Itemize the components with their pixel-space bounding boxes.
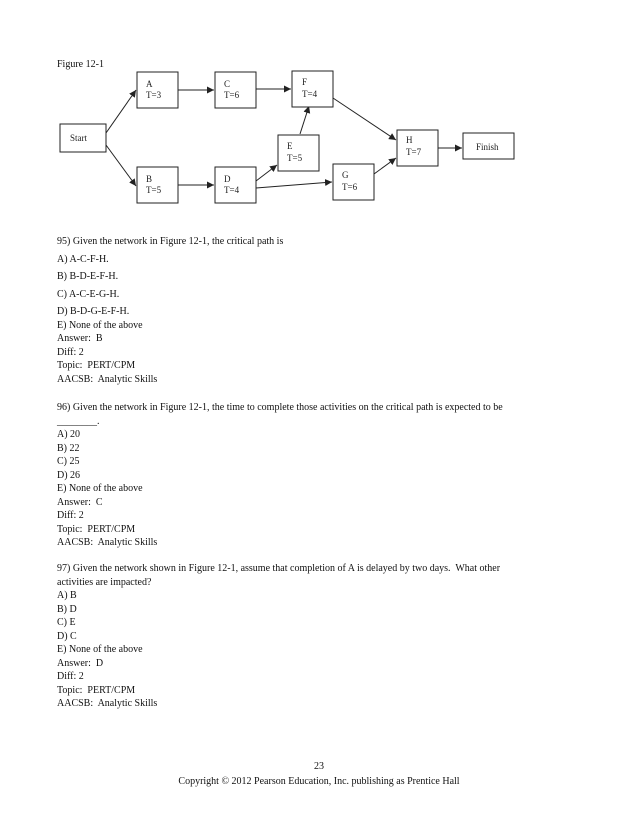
question-96 (57, 401, 577, 550)
q96-option-b: B) 22 (57, 442, 80, 454)
arrow-f-h (333, 98, 396, 140)
node-g-time: T=6 (342, 182, 358, 192)
q95-option-a: A) A-C-F-H. (57, 253, 109, 265)
node-h-label: H (406, 135, 413, 145)
q96-option-e: E) None of the above (57, 483, 143, 494)
node-a-time: T=3 (146, 90, 162, 100)
q95-topic: Topic: PERT/CPM (57, 360, 136, 371)
q95-option-b: B) B-D-E-F-H. (57, 271, 119, 282)
q97-question-line2: activities are impacted? (57, 576, 152, 588)
figure-label: Figure 12-1 (57, 59, 104, 70)
node-start-label: Start (70, 133, 87, 143)
node-c-time: T=6 (224, 90, 240, 100)
q96-option-a: A) 20 (57, 429, 81, 440)
q97-topic: Topic: PERT/CPM (57, 684, 136, 696)
q95-aacsb: AACSB: Analytic Skills (57, 373, 158, 385)
q96-option-d: D) 26 (57, 469, 81, 481)
node-e-label: E (287, 141, 293, 151)
q96-aacsb: AACSB: Analytic Skills (57, 537, 158, 548)
copyright-notice: Copyright © 2012 Pearson Education, Inc. publishing as Prentice Hall (178, 776, 460, 787)
q97-option-a: A) B (57, 590, 77, 601)
page-number: 23 (314, 761, 324, 772)
q97-diff: Diff: 2 (57, 671, 84, 682)
network-diagram (0, 0, 638, 230)
node-finish-label: Finish (476, 142, 499, 152)
question-97 (57, 562, 577, 711)
q96-option-c: C) 25 (57, 456, 80, 467)
arrow-g-h (374, 158, 396, 174)
node-g-label: G (342, 170, 349, 180)
q96-question-line1: 96) Given the network in Figure 12-1, the time to complete those activities on the critical path is expected to be (57, 402, 503, 413)
arrow-e-f (300, 106, 309, 134)
node-b-time: T=5 (146, 185, 162, 195)
q96-topic: Topic: PERT/CPM (57, 523, 136, 535)
node-e-time: T=5 (287, 153, 303, 163)
node-d-label: D (224, 174, 231, 184)
q95-option-c: C) A-C-E-G-H. (57, 288, 120, 300)
arrow-start-a (106, 90, 136, 133)
q95-option-e: E) None of the above (57, 319, 143, 331)
node-f-time: T=4 (302, 89, 318, 99)
q96-question-line2: ________. (57, 415, 100, 427)
q97-answer: Answer: D (57, 657, 104, 669)
question-95 (57, 235, 577, 386)
q95-question: 95) Given the network in Figure 12-1, the critical path is (57, 236, 284, 247)
node-h-time: T=7 (406, 147, 422, 157)
q97-question-line1: 97) Given the network shown in Figure 12-1, assume that completion of A is delayed by two days. What other (57, 563, 501, 574)
node-a-label: A (146, 79, 153, 89)
arrow-d-e (256, 165, 277, 181)
q97-option-e: E) None of the above (57, 644, 143, 655)
arrow-start-b (106, 145, 136, 186)
node-d-time: T=4 (224, 185, 240, 195)
q96-answer: Answer: C (57, 496, 103, 508)
q95-diff: Diff: 2 (57, 346, 84, 358)
node-b-label: B (146, 174, 153, 184)
q97-aacsb: AACSB: Analytic Skills (57, 698, 158, 709)
arrow-d-g (256, 182, 332, 188)
q95-option-d: D) B-D-G-E-F-H. (57, 306, 130, 317)
q97-option-c: C) E (57, 617, 76, 628)
q97-option-d: D) C (57, 630, 77, 642)
q95-answer: Answer: B (57, 333, 103, 344)
node-f-label: F (302, 77, 308, 87)
q96-diff: Diff: 2 (57, 510, 84, 521)
node-c-label: C (224, 79, 231, 89)
q97-option-b: B) D (57, 603, 77, 615)
